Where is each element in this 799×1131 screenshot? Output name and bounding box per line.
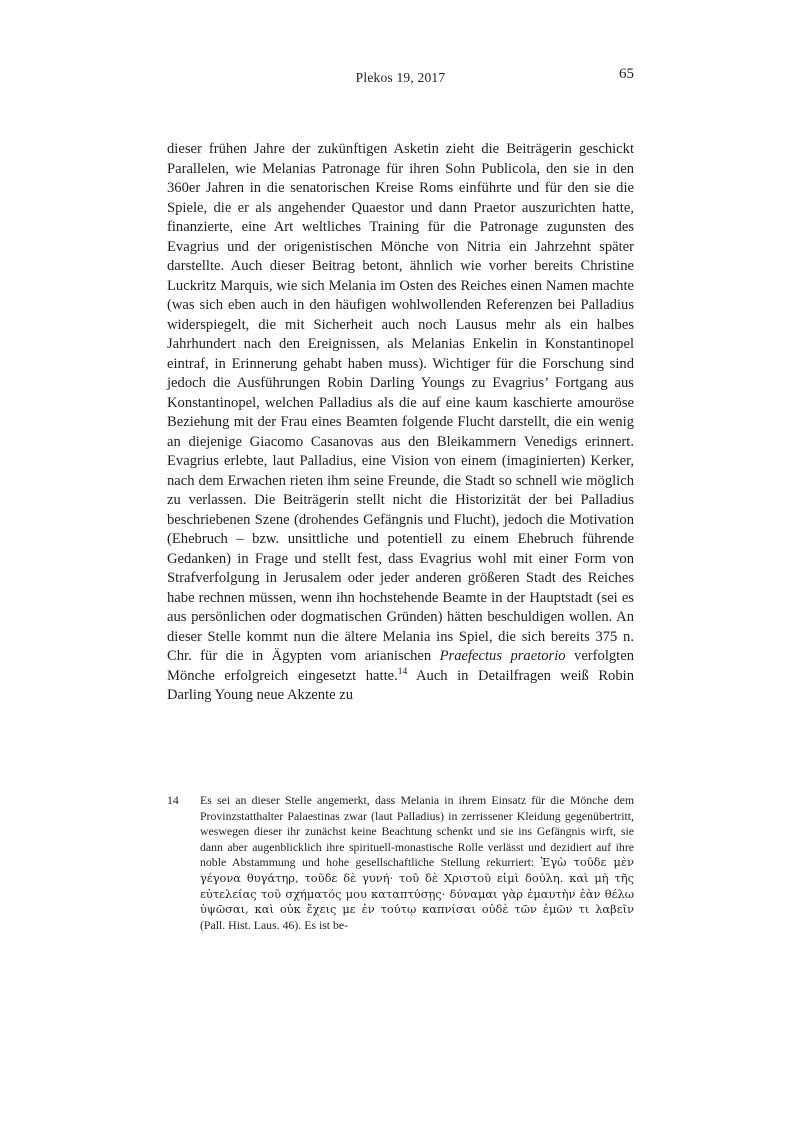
footnote-reference: 14	[397, 666, 408, 677]
footnote-section	[167, 793, 634, 933]
footnote-text-segment: Es sei an dieser Stelle angemerkt, dass Melania in ihrem Einsatz für die Mönche dem Provinzstatthalter Palaestinas zwar (laut Palladius) in zerrissener Kleidung gegenübertritt, weswegen dieser ihr zunächst keine Beachtung schenkt und sie ins Gefängnis wirft, sie dann aber augenblicklich ihre spirituell-monastische Rolle verlässt und dezidiert auf ihre noble Abstammung und hohe gesellschaftliche Stellung rekurriert:	[200, 793, 634, 870]
footnote-greek-quote: Ἐγὼ τοῦδε μὲν γέγονα θυγάτηρ, τοῦδε δὲ γυνή· τοῦ δὲ Χριστοῦ εἰμὶ δούλη. καὶ μὴ τῆς εὐτελείας τοῦ σχήματός μου καταπτύσῃς· δύναμαι γὰρ ἐμαυτὴν ἐὰν θέλω ὑψῶσαι, καὶ οὐκ ἔχεις με ἐν τούτῳ καπνίσαι οὐδὲ τῶν ἐμῶν τι λαβεῖν	[200, 855, 634, 917]
body-text-segment: dieser frühen Jahre der zukünftigen Asketin zieht die Beiträgerin geschickt Parallelen, wie Melanias Patronage für ihren Sohn Publicola, den sie in den 360er Jahren in die senatorischen Kreise Roms einführte und für den sie die Spiele, die er als angehender Quaestor und dann Praetor auszurichten hatte, finanzierte, eine Art weltliches Training für die Patronage zugunsten des Evagrius und der origenistischen Mönche von Nitria ein Jahrzehnt später darstellte. Auch dieser Beitrag betont, ähnlich wie vorher bereits Christine Luckritz Marquis, wie sich Melania im Osten des Reiches einen Namen machte (was sich eben auch in den häufigen wohlwollenden Referenzen bei Palladius widerspiegelt, die mit Sicherheit auch noch Lausus mehr als ein halbes Jahrhundert nach den Ereignissen, als Melanias Enkelin in Konstantinopel eintraf, in Erinnerung gehabt haben muss). Wichtiger für die Forschung sind jedoch die Ausführungen Robin Darling Youngs zu Evagrius’ Fortgang aus Konstantinopel, welchen Palladius als die auf eine kaum kaschierte amouröse Beziehung mit der Frau eines Beamten folgende Flucht darstellt, die ein wenig an diejenige Giacomo Casanovas aus den Bleikammern Venedigs erinnert. Evagrius erlebte, laut Palladius, eine Vision von einem (imaginierten) Kerker, nach dem Erwachen rieten ihm seine Freunde, die Stadt so schnell wie möglich zu verlassen. Die Beiträgerin stellt nicht die Historizität der bei Palladius beschriebenen Szene (drohendes Gefängnis und Flucht), jedoch die Motivation (Ehebruch – bzw. unsittliche und potentiell zu einem Ehebruch führende Gedanken) in Frage und stellt fest, dass Evagrius wohl mit einer Form von Strafverfolgung in Jerusalem oder jeder anderen größeren Stadt des Reiches habe rechnen müssen, wenn ihn hochstehende Beamte in der Hauptstadt (sei es aus persönlichen oder dogmatischen Gründen) hätten beschuldigen wollen. An dieser Stelle kommt nun die ältere Melania ins Spiel, die sich bereits 375 n. Chr. für die in Ägypten vom arianischen	[167, 141, 634, 664]
main-text-block	[167, 140, 634, 706]
footnote-text	[200, 793, 634, 932]
body-paragraph	[167, 140, 634, 706]
journal-title: Plekos 19, 2017	[355, 70, 446, 85]
footnote-item	[167, 793, 634, 933]
page-header	[167, 66, 634, 90]
body-text-segment: verfolgten Mönche erfolgreich eingesetzt hatte.	[167, 648, 634, 684]
footnote-number: 14	[167, 793, 179, 807]
page-number: 65	[619, 66, 634, 82]
body-text-segment: Auch in Detailfragen weiß Robin Darling Young neue Akzente zu	[167, 667, 635, 703]
footnote-text-segment: (Pall. Hist. Laus. 46). Es ist be-	[200, 917, 349, 932]
latin-term-italic: Praefectus praetorio	[439, 648, 566, 664]
